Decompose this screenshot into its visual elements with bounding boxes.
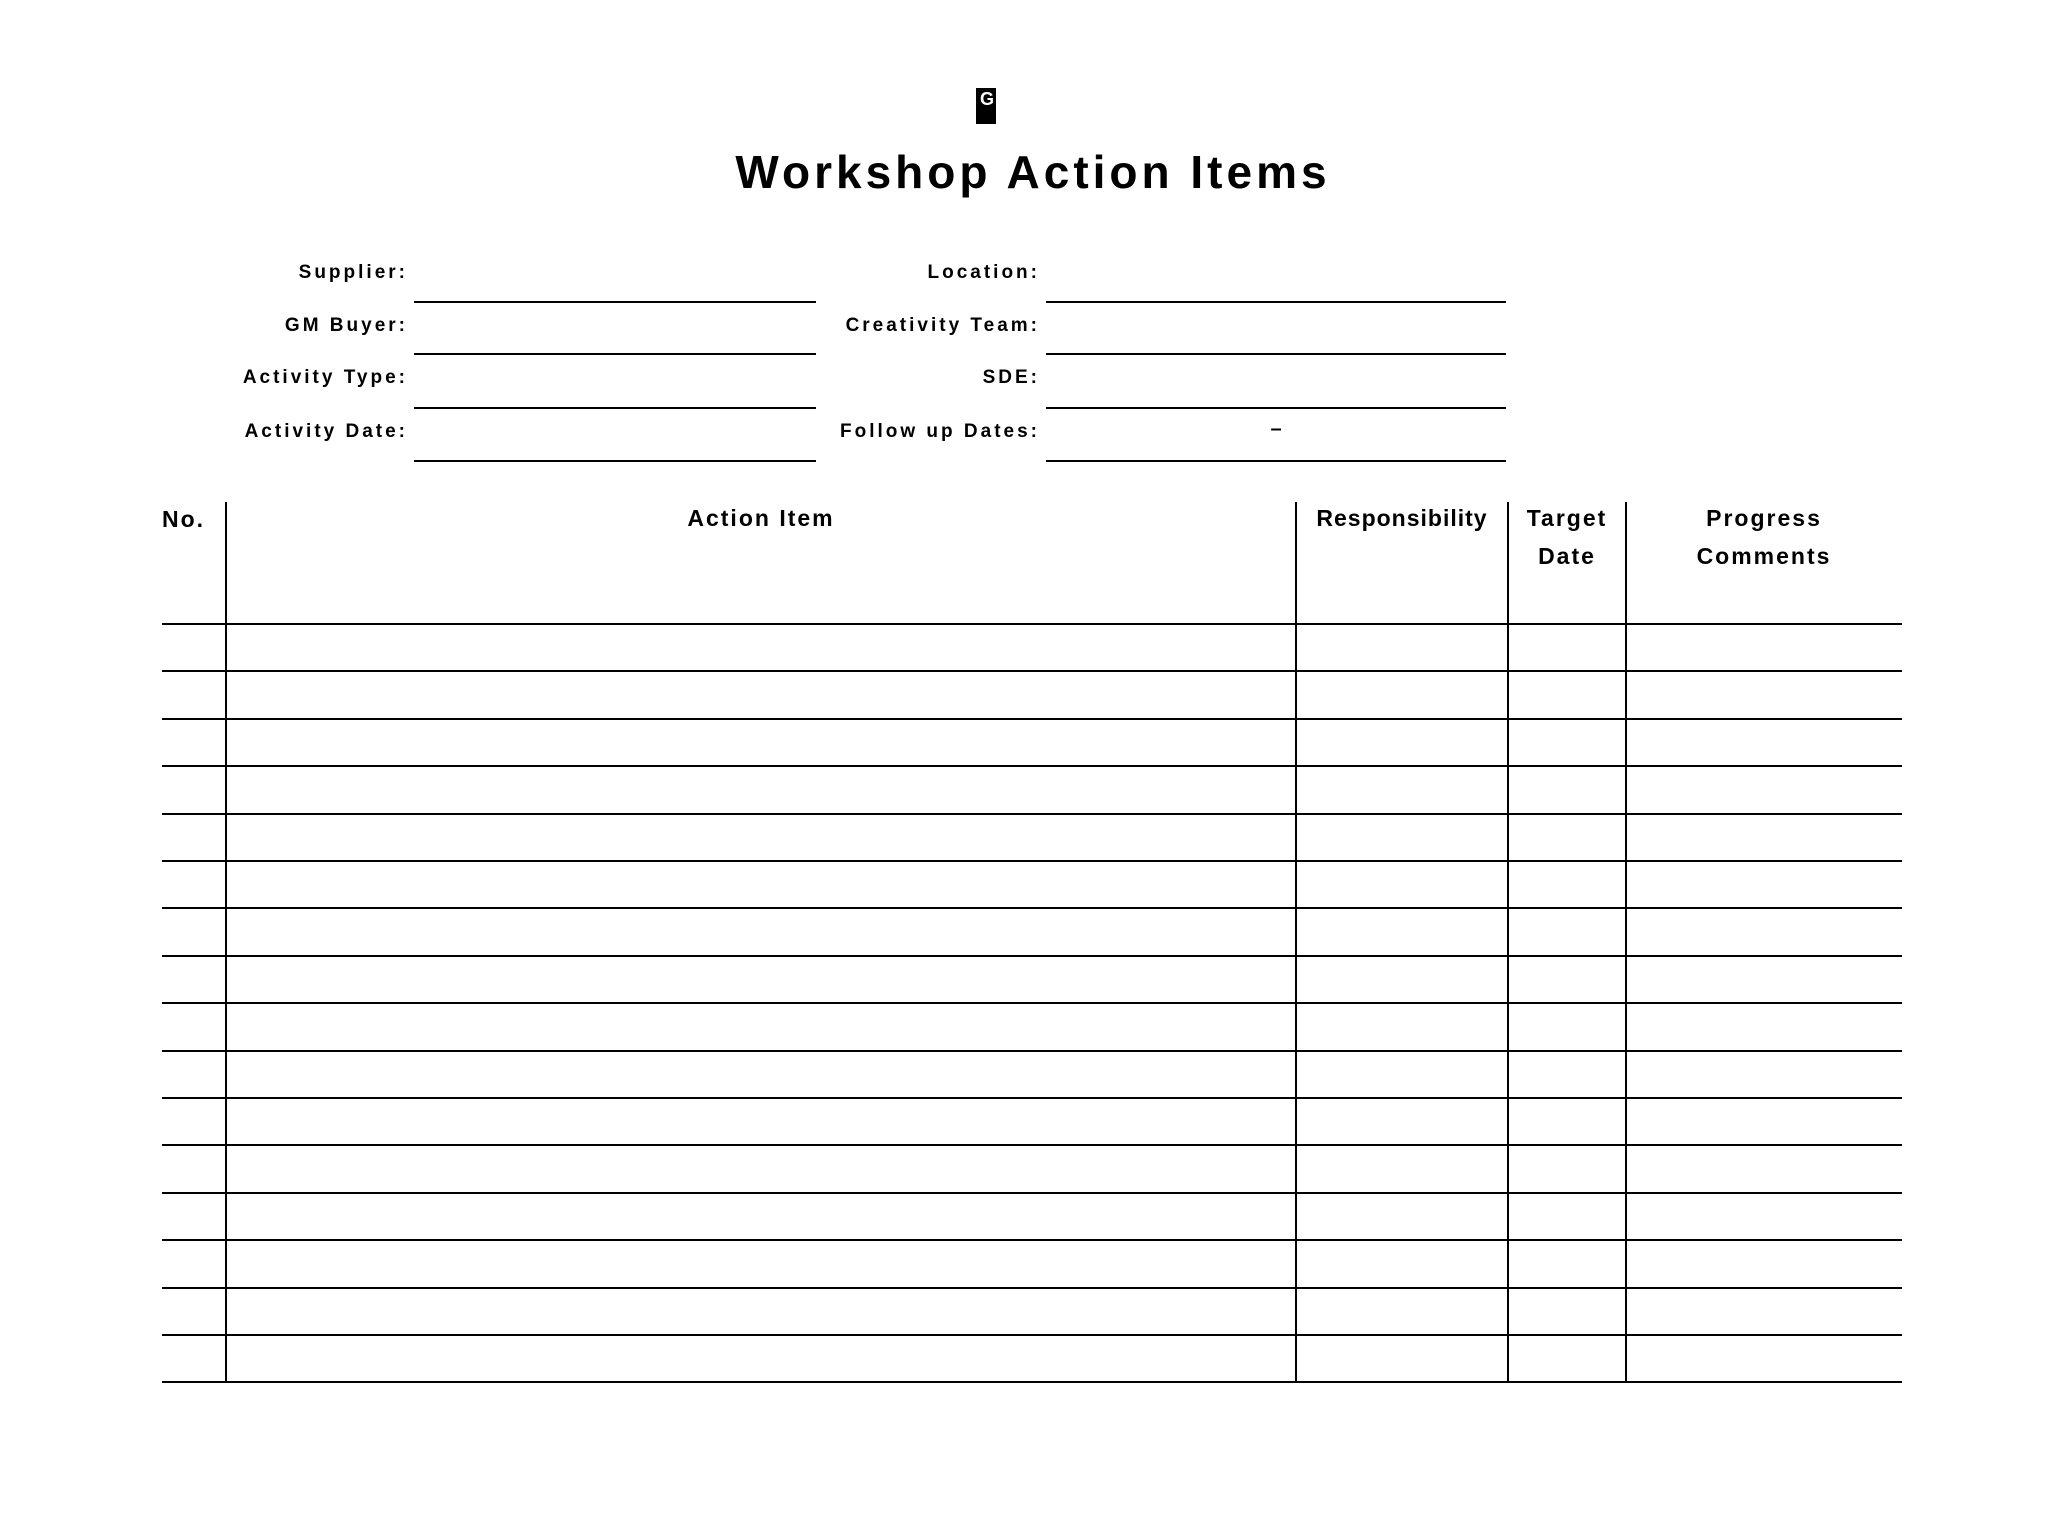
column-divider <box>225 502 227 1381</box>
activity-type-field[interactable] <box>414 407 816 409</box>
follow-up-dates-label: Follow up Dates: <box>840 421 1040 442</box>
column-header-target-date: Target Date <box>1526 505 1608 569</box>
activity-date-label: Activity Date: <box>244 421 408 442</box>
supplier-label: Supplier: <box>298 262 408 283</box>
table-row[interactable] <box>162 907 1902 909</box>
table-row[interactable] <box>162 1287 1902 1289</box>
gm-logo: G <box>976 88 996 124</box>
table-row[interactable] <box>162 1050 1902 1052</box>
gm-buyer-field[interactable] <box>414 353 816 355</box>
table-row[interactable] <box>162 1239 1902 1241</box>
follow-up-dates-field[interactable] <box>1046 460 1506 462</box>
table-row[interactable] <box>162 1144 1902 1146</box>
gm-buyer-label: GM Buyer: <box>284 315 408 336</box>
activity-type-label: Activity Type: <box>242 367 408 388</box>
sde-label: SDE: <box>982 367 1040 388</box>
column-divider <box>1625 502 1627 1381</box>
table-row[interactable] <box>162 623 1902 625</box>
table-row[interactable] <box>162 1192 1902 1194</box>
location-field[interactable] <box>1046 301 1506 303</box>
sde-field[interactable] <box>1046 407 1506 409</box>
creativity-team-label: Creativity Team: <box>845 315 1040 336</box>
activity-date-field[interactable] <box>414 460 816 462</box>
creativity-team-field[interactable] <box>1046 353 1506 355</box>
table-row[interactable] <box>162 860 1902 862</box>
table-row[interactable] <box>162 1097 1902 1099</box>
table-row[interactable] <box>162 1334 1902 1336</box>
table-row[interactable] <box>162 1381 1902 1383</box>
follow-up-dates-value: – <box>1270 418 1282 440</box>
column-header-action-item: Action Item <box>687 505 835 531</box>
table-row[interactable] <box>162 670 1902 672</box>
column-header-responsibility: Responsibility <box>1316 505 1488 531</box>
location-label: Location: <box>927 262 1040 283</box>
table-row[interactable] <box>162 1002 1902 1004</box>
table-row[interactable] <box>162 955 1902 957</box>
column-divider <box>1507 502 1509 1381</box>
table-row[interactable] <box>162 813 1902 815</box>
column-header-progress-comments: Progress Comments <box>1696 505 1832 569</box>
table-row[interactable] <box>162 718 1902 720</box>
column-divider <box>1295 502 1297 1381</box>
supplier-field[interactable] <box>414 301 816 303</box>
page-title: Workshop Action Items <box>735 146 1331 198</box>
column-header-no: No. <box>162 506 206 532</box>
table-row[interactable] <box>162 765 1902 767</box>
